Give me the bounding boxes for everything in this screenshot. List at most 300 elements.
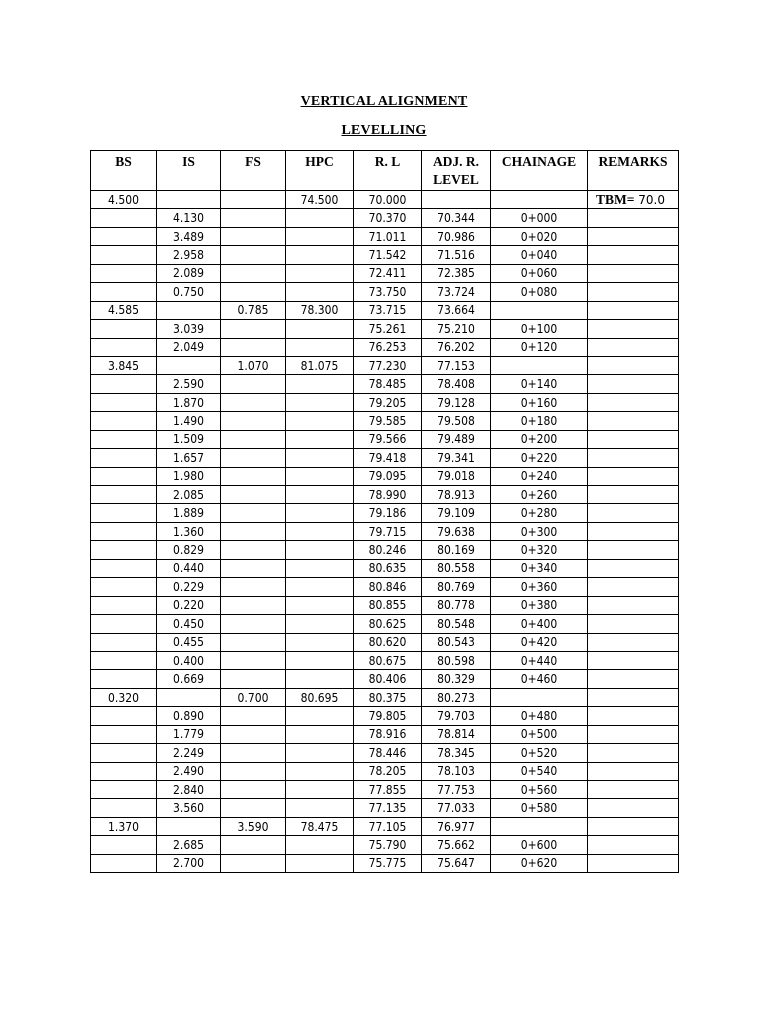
cell-adj-rl: 80.543 bbox=[422, 633, 491, 651]
cell-chainage: 0+180 bbox=[491, 412, 588, 430]
cell-bs bbox=[91, 781, 157, 799]
table-row bbox=[91, 301, 679, 319]
cell-fs bbox=[221, 615, 286, 633]
cell-fs bbox=[221, 283, 286, 301]
cell-bs bbox=[91, 633, 157, 651]
cell-is: 3.039 bbox=[157, 320, 221, 338]
cell-bs: 3.845 bbox=[91, 356, 157, 374]
cell-chainage: 0+060 bbox=[491, 264, 588, 282]
cell-adj-rl: 70.344 bbox=[422, 209, 491, 227]
cell-is: 0.829 bbox=[157, 541, 221, 559]
table-row bbox=[91, 486, 679, 504]
cell-rl: 79.186 bbox=[354, 504, 422, 522]
cell-remarks bbox=[588, 375, 679, 393]
table-row bbox=[91, 356, 679, 374]
cell-fs: 3.590 bbox=[221, 817, 286, 835]
cell-adj-rl: 79.489 bbox=[422, 430, 491, 448]
cell-hpc bbox=[286, 522, 354, 540]
cell-rl: 77.855 bbox=[354, 781, 422, 799]
cell-rl: 80.855 bbox=[354, 596, 422, 614]
cell-fs bbox=[221, 504, 286, 522]
cell-rl: 73.715 bbox=[354, 301, 422, 319]
cell-adj-rl: 78.913 bbox=[422, 486, 491, 504]
table-row bbox=[91, 338, 679, 356]
cell-fs bbox=[221, 799, 286, 817]
cell-fs bbox=[221, 393, 286, 411]
cell-rl: 73.750 bbox=[354, 283, 422, 301]
cell-adj-rl: 78.814 bbox=[422, 725, 491, 743]
cell-rl: 80.375 bbox=[354, 688, 422, 706]
cell-is: 1.360 bbox=[157, 522, 221, 540]
cell-rl: 71.542 bbox=[354, 246, 422, 264]
cell-is: 2.840 bbox=[157, 781, 221, 799]
cell-bs bbox=[91, 486, 157, 504]
cell-chainage: 0+040 bbox=[491, 246, 588, 264]
cell-bs bbox=[91, 670, 157, 688]
cell-adj-rl: 72.385 bbox=[422, 264, 491, 282]
cell-chainage: 0+500 bbox=[491, 725, 588, 743]
cell-remarks bbox=[588, 430, 679, 448]
header-is: IS bbox=[157, 151, 221, 191]
cell-fs bbox=[221, 209, 286, 227]
cell-hpc bbox=[286, 467, 354, 485]
cell-bs: 4.500 bbox=[91, 191, 157, 209]
levelling-table bbox=[90, 150, 679, 873]
cell-adj-rl: 78.345 bbox=[422, 744, 491, 762]
table-row bbox=[91, 633, 679, 651]
cell-chainage: 0+080 bbox=[491, 283, 588, 301]
cell-chainage: 0+380 bbox=[491, 596, 588, 614]
cell-is: 1.870 bbox=[157, 393, 221, 411]
header-hpc: HPC bbox=[286, 151, 354, 191]
table-header-row bbox=[91, 151, 679, 191]
cell-chainage bbox=[491, 191, 588, 209]
table-row bbox=[91, 191, 679, 209]
cell-rl: 80.635 bbox=[354, 559, 422, 577]
table-row bbox=[91, 725, 679, 743]
cell-bs bbox=[91, 615, 157, 633]
cell-remarks bbox=[588, 246, 679, 264]
cell-fs bbox=[221, 651, 286, 669]
cell-is: 2.700 bbox=[157, 854, 221, 872]
cell-remarks bbox=[588, 541, 679, 559]
cell-hpc bbox=[286, 762, 354, 780]
cell-hpc bbox=[286, 799, 354, 817]
table-row bbox=[91, 744, 679, 762]
cell-remarks bbox=[588, 467, 679, 485]
cell-adj-rl: 80.769 bbox=[422, 578, 491, 596]
cell-is: 2.049 bbox=[157, 338, 221, 356]
cell-is: 0.220 bbox=[157, 596, 221, 614]
cell-fs: 1.070 bbox=[221, 356, 286, 374]
table-row bbox=[91, 209, 679, 227]
cell-fs bbox=[221, 762, 286, 780]
cell-adj-rl: 77.153 bbox=[422, 356, 491, 374]
cell-rl: 75.790 bbox=[354, 836, 422, 854]
cell-fs bbox=[221, 725, 286, 743]
cell-rl: 75.261 bbox=[354, 320, 422, 338]
cell-remarks bbox=[588, 615, 679, 633]
cell-rl: 79.095 bbox=[354, 467, 422, 485]
table-row bbox=[91, 541, 679, 559]
table-row bbox=[91, 467, 679, 485]
cell-remarks bbox=[588, 522, 679, 540]
cell-remarks bbox=[588, 725, 679, 743]
cell-is: 0.669 bbox=[157, 670, 221, 688]
table-row bbox=[91, 578, 679, 596]
cell-remarks bbox=[588, 320, 679, 338]
cell-remarks bbox=[588, 744, 679, 762]
header-bs: BS bbox=[91, 151, 157, 191]
cell-rl: 77.135 bbox=[354, 799, 422, 817]
cell-rl: 79.805 bbox=[354, 707, 422, 725]
cell-chainage: 0+300 bbox=[491, 522, 588, 540]
cell-hpc: 78.475 bbox=[286, 817, 354, 835]
cell-bs bbox=[91, 762, 157, 780]
cell-rl: 80.846 bbox=[354, 578, 422, 596]
cell-adj-rl: 79.341 bbox=[422, 449, 491, 467]
cell-adj-rl: 80.558 bbox=[422, 559, 491, 577]
cell-chainage: 0+420 bbox=[491, 633, 588, 651]
cell-rl: 80.625 bbox=[354, 615, 422, 633]
cell-adj-rl: 75.210 bbox=[422, 320, 491, 338]
table-row bbox=[91, 762, 679, 780]
cell-hpc bbox=[286, 559, 354, 577]
cell-rl: 78.916 bbox=[354, 725, 422, 743]
cell-is: 0.455 bbox=[157, 633, 221, 651]
cell-bs bbox=[91, 375, 157, 393]
table-row bbox=[91, 854, 679, 872]
cell-hpc bbox=[286, 375, 354, 393]
table-row bbox=[91, 504, 679, 522]
cell-rl: 70.370 bbox=[354, 209, 422, 227]
cell-bs bbox=[91, 338, 157, 356]
cell-is: 2.685 bbox=[157, 836, 221, 854]
cell-bs bbox=[91, 707, 157, 725]
cell-bs bbox=[91, 725, 157, 743]
cell-adj-rl: 79.508 bbox=[422, 412, 491, 430]
cell-bs bbox=[91, 449, 157, 467]
cell-adj-rl: 79.128 bbox=[422, 393, 491, 411]
cell-rl: 78.446 bbox=[354, 744, 422, 762]
cell-chainage bbox=[491, 356, 588, 374]
cell-remarks bbox=[588, 486, 679, 504]
cell-adj-rl bbox=[422, 191, 491, 209]
cell-chainage: 0+320 bbox=[491, 541, 588, 559]
cell-bs bbox=[91, 227, 157, 245]
cell-fs bbox=[221, 781, 286, 799]
cell-fs bbox=[221, 246, 286, 264]
cell-hpc bbox=[286, 338, 354, 356]
remark-value: 70.0 bbox=[634, 192, 665, 207]
table-row bbox=[91, 596, 679, 614]
cell-is: 2.490 bbox=[157, 762, 221, 780]
document-title: VERTICAL ALIGNMENT bbox=[300, 94, 468, 109]
cell-fs bbox=[221, 449, 286, 467]
cell-chainage: 0+340 bbox=[491, 559, 588, 577]
cell-hpc bbox=[286, 578, 354, 596]
cell-is: 2.085 bbox=[157, 486, 221, 504]
cell-chainage: 0+020 bbox=[491, 227, 588, 245]
cell-hpc bbox=[286, 320, 354, 338]
cell-bs bbox=[91, 522, 157, 540]
cell-adj-rl: 73.724 bbox=[422, 283, 491, 301]
cell-is: 1.509 bbox=[157, 430, 221, 448]
cell-adj-rl: 71.516 bbox=[422, 246, 491, 264]
cell-bs bbox=[91, 393, 157, 411]
cell-fs bbox=[221, 264, 286, 282]
cell-is: 1.779 bbox=[157, 725, 221, 743]
cell-remarks bbox=[588, 596, 679, 614]
cell-fs bbox=[221, 191, 286, 209]
cell-bs bbox=[91, 578, 157, 596]
cell-remarks bbox=[588, 670, 679, 688]
cell-is: 3.560 bbox=[157, 799, 221, 817]
cell-bs bbox=[91, 744, 157, 762]
cell-adj-rl: 80.548 bbox=[422, 615, 491, 633]
cell-adj-rl: 79.703 bbox=[422, 707, 491, 725]
cell-rl: 72.411 bbox=[354, 264, 422, 282]
cell-is bbox=[157, 301, 221, 319]
cell-fs: 0.700 bbox=[221, 688, 286, 706]
table-row bbox=[91, 615, 679, 633]
cell-hpc bbox=[286, 486, 354, 504]
cell-rl: 79.205 bbox=[354, 393, 422, 411]
cell-bs bbox=[91, 430, 157, 448]
cell-chainage: 0+160 bbox=[491, 393, 588, 411]
cell-chainage: 0+580 bbox=[491, 799, 588, 817]
table-row bbox=[91, 688, 679, 706]
cell-hpc: 80.695 bbox=[286, 688, 354, 706]
cell-hpc bbox=[286, 596, 354, 614]
cell-hpc bbox=[286, 781, 354, 799]
cell-bs bbox=[91, 504, 157, 522]
cell-fs bbox=[221, 430, 286, 448]
table-row bbox=[91, 227, 679, 245]
cell-rl: 79.715 bbox=[354, 522, 422, 540]
cell-rl: 80.246 bbox=[354, 541, 422, 559]
cell-hpc bbox=[286, 854, 354, 872]
table-row bbox=[91, 707, 679, 725]
cell-fs bbox=[221, 338, 286, 356]
cell-rl: 80.675 bbox=[354, 651, 422, 669]
table-row bbox=[91, 651, 679, 669]
cell-remarks bbox=[588, 191, 679, 209]
cell-adj-rl: 80.169 bbox=[422, 541, 491, 559]
cell-chainage: 0+000 bbox=[491, 209, 588, 227]
cell-hpc bbox=[286, 707, 354, 725]
cell-adj-rl: 76.977 bbox=[422, 817, 491, 835]
cell-rl: 79.585 bbox=[354, 412, 422, 430]
cell-fs bbox=[221, 578, 286, 596]
cell-fs bbox=[221, 633, 286, 651]
cell-chainage: 0+120 bbox=[491, 338, 588, 356]
cell-is: 4.130 bbox=[157, 209, 221, 227]
cell-bs bbox=[91, 467, 157, 485]
header-chainage: CHAINAGE bbox=[491, 151, 588, 191]
table-row bbox=[91, 522, 679, 540]
cell-adj-rl: 79.638 bbox=[422, 522, 491, 540]
cell-is: 0.450 bbox=[157, 615, 221, 633]
cell-bs bbox=[91, 836, 157, 854]
header-remarks: REMARKS bbox=[588, 151, 679, 191]
cell-chainage: 0+360 bbox=[491, 578, 588, 596]
cell-hpc bbox=[286, 725, 354, 743]
cell-is: 2.590 bbox=[157, 375, 221, 393]
cell-is: 2.249 bbox=[157, 744, 221, 762]
cell-remarks bbox=[588, 356, 679, 374]
cell-fs bbox=[221, 541, 286, 559]
cell-chainage bbox=[491, 301, 588, 319]
table-row bbox=[91, 320, 679, 338]
cell-hpc bbox=[286, 430, 354, 448]
cell-bs bbox=[91, 651, 157, 669]
cell-remarks bbox=[588, 264, 679, 282]
cell-bs bbox=[91, 264, 157, 282]
header-fs: FS bbox=[221, 151, 286, 191]
cell-bs bbox=[91, 209, 157, 227]
table-row bbox=[91, 781, 679, 799]
cell-is: 2.089 bbox=[157, 264, 221, 282]
cell-is bbox=[157, 817, 221, 835]
cell-remarks bbox=[588, 578, 679, 596]
cell-fs bbox=[221, 486, 286, 504]
cell-chainage: 0+520 bbox=[491, 744, 588, 762]
cell-remarks bbox=[588, 338, 679, 356]
cell-remarks bbox=[588, 762, 679, 780]
cell-remarks bbox=[588, 707, 679, 725]
cell-remarks bbox=[588, 559, 679, 577]
cell-fs bbox=[221, 320, 286, 338]
cell-is bbox=[157, 356, 221, 374]
cell-remarks bbox=[588, 412, 679, 430]
cell-chainage: 0+400 bbox=[491, 615, 588, 633]
cell-is: 0.750 bbox=[157, 283, 221, 301]
remark-label: TBM= bbox=[596, 191, 635, 207]
cell-fs bbox=[221, 707, 286, 725]
cell-fs bbox=[221, 559, 286, 577]
cell-chainage: 0+440 bbox=[491, 651, 588, 669]
cell-remarks bbox=[588, 688, 679, 706]
cell-adj-rl: 75.647 bbox=[422, 854, 491, 872]
cell-hpc bbox=[286, 393, 354, 411]
cell-adj-rl: 78.408 bbox=[422, 375, 491, 393]
cell-rl: 77.230 bbox=[354, 356, 422, 374]
cell-hpc bbox=[286, 246, 354, 264]
cell-chainage: 0+100 bbox=[491, 320, 588, 338]
cell-adj-rl: 80.778 bbox=[422, 596, 491, 614]
cell-remarks bbox=[588, 633, 679, 651]
cell-fs bbox=[221, 467, 286, 485]
cell-bs bbox=[91, 320, 157, 338]
table-body bbox=[91, 191, 679, 873]
cell-remarks bbox=[588, 227, 679, 245]
cell-is: 0.229 bbox=[157, 578, 221, 596]
cell-fs bbox=[221, 744, 286, 762]
cell-chainage: 0+560 bbox=[491, 781, 588, 799]
cell-hpc bbox=[286, 504, 354, 522]
cell-is: 0.400 bbox=[157, 651, 221, 669]
cell-fs bbox=[221, 836, 286, 854]
cell-remarks bbox=[588, 393, 679, 411]
cell-chainage: 0+480 bbox=[491, 707, 588, 725]
cell-is: 1.980 bbox=[157, 467, 221, 485]
cell-is bbox=[157, 191, 221, 209]
cell-adj-rl: 78.103 bbox=[422, 762, 491, 780]
table-row bbox=[91, 283, 679, 301]
table-row bbox=[91, 836, 679, 854]
cell-rl: 78.485 bbox=[354, 375, 422, 393]
cell-is: 1.490 bbox=[157, 412, 221, 430]
cell-is: 2.958 bbox=[157, 246, 221, 264]
cell-is: 3.489 bbox=[157, 227, 221, 245]
cell-remarks bbox=[588, 836, 679, 854]
cell-rl: 79.566 bbox=[354, 430, 422, 448]
cell-chainage: 0+220 bbox=[491, 449, 588, 467]
cell-fs bbox=[221, 375, 286, 393]
table-row bbox=[91, 412, 679, 430]
cell-hpc bbox=[286, 283, 354, 301]
cell-chainage: 0+140 bbox=[491, 375, 588, 393]
cell-hpc bbox=[286, 651, 354, 669]
cell-adj-rl: 80.273 bbox=[422, 688, 491, 706]
cell-chainage: 0+460 bbox=[491, 670, 588, 688]
cell-chainage: 0+260 bbox=[491, 486, 588, 504]
cell-adj-rl: 73.664 bbox=[422, 301, 491, 319]
table-row bbox=[91, 246, 679, 264]
cell-bs bbox=[91, 412, 157, 430]
cell-rl: 75.775 bbox=[354, 854, 422, 872]
cell-chainage: 0+200 bbox=[491, 430, 588, 448]
cell-bs bbox=[91, 283, 157, 301]
table-row bbox=[91, 449, 679, 467]
cell-remarks bbox=[588, 799, 679, 817]
cell-bs bbox=[91, 559, 157, 577]
cell-rl: 77.105 bbox=[354, 817, 422, 835]
cell-remarks bbox=[588, 854, 679, 872]
cell-bs bbox=[91, 596, 157, 614]
cell-fs: 0.785 bbox=[221, 301, 286, 319]
cell-hpc bbox=[286, 670, 354, 688]
cell-bs: 0.320 bbox=[91, 688, 157, 706]
cell-hpc bbox=[286, 412, 354, 430]
cell-fs bbox=[221, 412, 286, 430]
cell-chainage: 0+540 bbox=[491, 762, 588, 780]
cell-chainage: 0+280 bbox=[491, 504, 588, 522]
cell-remarks bbox=[588, 651, 679, 669]
cell-hpc bbox=[286, 633, 354, 651]
cell-hpc: 81.075 bbox=[286, 356, 354, 374]
cell-fs bbox=[221, 596, 286, 614]
cell-bs bbox=[91, 541, 157, 559]
cell-is: 1.889 bbox=[157, 504, 221, 522]
cell-is: 0.440 bbox=[157, 559, 221, 577]
cell-remarks bbox=[588, 449, 679, 467]
table-row bbox=[91, 393, 679, 411]
cell-remarks bbox=[588, 817, 679, 835]
cell-rl: 80.406 bbox=[354, 670, 422, 688]
cell-hpc bbox=[286, 836, 354, 854]
table-row bbox=[91, 559, 679, 577]
cell-rl: 78.990 bbox=[354, 486, 422, 504]
cell-chainage: 0+600 bbox=[491, 836, 588, 854]
table-row bbox=[91, 430, 679, 448]
cell-hpc: 78.300 bbox=[286, 301, 354, 319]
table-row bbox=[91, 799, 679, 817]
cell-rl: 70.000 bbox=[354, 191, 422, 209]
cell-fs bbox=[221, 670, 286, 688]
header-rl: R. L bbox=[354, 151, 422, 191]
